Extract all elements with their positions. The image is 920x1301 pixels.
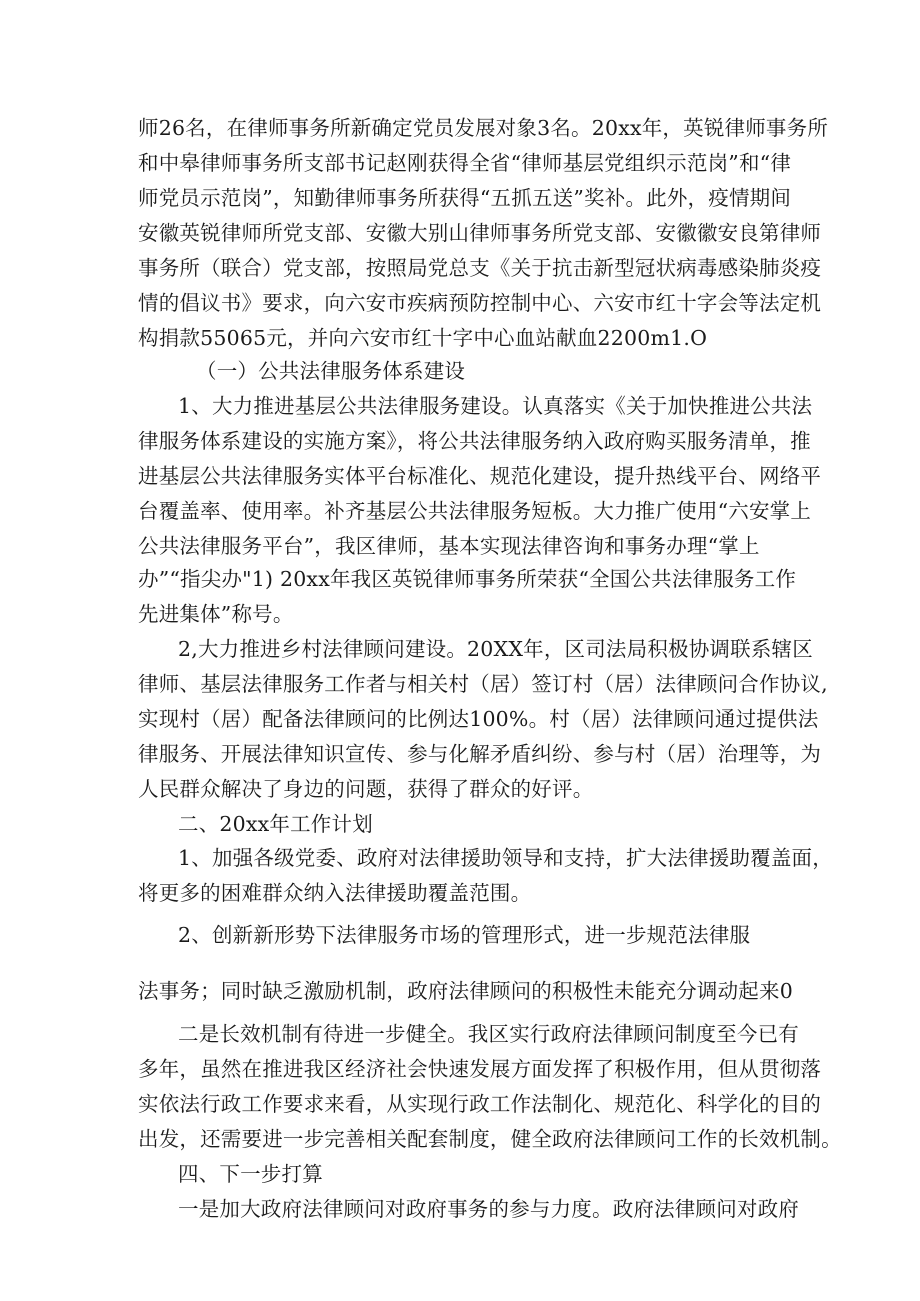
section-heading: （一）公共法律服务体系建设 bbox=[196, 359, 466, 383]
paragraph-line: 进基层公共法律服务实体平台标准化、规范化建设，提升热线平台、网络平 bbox=[138, 464, 822, 488]
paragraph-line: 公共法律服务平台”，我区律师，基本实现法律咨询和事务办理“掌上 bbox=[138, 534, 760, 558]
paragraph-line: 安徽英锐律师所党支部、安徽大别山律师事务所党支部、安徽徽安良第律师 bbox=[138, 221, 822, 245]
paragraph-line: 一是加大政府法律顾问对政府事务的参与力度。政府法律顾问对政府 bbox=[178, 1197, 799, 1221]
paragraph-line: 实现村（居）配备法律顾问的比例达100%。村（居）法律顾问通过提供法 bbox=[138, 707, 819, 731]
section-heading: 四、下一步打算 bbox=[178, 1162, 323, 1186]
paragraph-line: 情的倡议书》要求，向六安市疾病预防控制中心、六安市红十字会等法定机 bbox=[138, 291, 822, 315]
paragraph-line: 先进集体”称号。 bbox=[138, 602, 294, 626]
paragraph-line: 办”“指尖办"1) 20xx年我区英锐律师事务所荣获“全国公共法律服务工作 bbox=[138, 567, 797, 591]
paragraph-line: 律师、基层法律服务工作者与相关村（居）签订村（居）法律顾问合作协议, bbox=[138, 672, 828, 696]
paragraph-line: 实依法行政工作要求来看，从实现行政工作法制化、规范化、科学化的目的 bbox=[138, 1092, 822, 1116]
paragraph-line: 2,大力推进乡村法律顾问建设。20XX年，区司法局积极协调联系辖区 bbox=[178, 637, 813, 661]
paragraph-line: 二是长效机制有待进一步健全。我区实行政府法律顾问制度至今已有 bbox=[178, 1022, 799, 1046]
paragraph-line: 多年，虽然在推进我区经济社会快速发展方面发挥了积极作用，但从贯彻落 bbox=[138, 1057, 822, 1081]
paragraph-line: 1、大力推进基层公共法律服务建设。认真落实《关于加快推进公共法 bbox=[178, 394, 813, 418]
paragraph-line: 律服务体系建设的实施方案》，将公共法律服务纳入政府购买服务清单，推 bbox=[138, 429, 811, 453]
paragraph-line: 人民群众解决了身边的问题，获得了群众的好评。 bbox=[138, 777, 594, 801]
section-heading: 二、20xx年工作计划 bbox=[178, 812, 373, 836]
paragraph-line: 1、加强各级党委、政府对法律援助领导和支持，扩大法律援助覆盖面， bbox=[178, 846, 833, 870]
paragraph-line: 将更多的困难群众纳入法律援助覆盖范围。 bbox=[138, 881, 532, 905]
paragraph-line: 和中皋律师事务所支部书记赵刚获得全省“律师基层党组织示范岗”和“律 bbox=[138, 151, 792, 175]
paragraph-line: 出发，还需要进一步完善相关配套制度，健全政府法律顾问工作的长效机制。 bbox=[138, 1127, 842, 1151]
paragraph-line: 2、创新新形势下法律服务市场的管理形式，进一步规范法律服 bbox=[178, 923, 751, 947]
paragraph-line: 构捐款55065元，并向六安市红十字中心血站献血2200m1.O bbox=[138, 326, 708, 350]
paragraph-line: 法事务；同时缺乏激励机制，政府法律顾问的积极性未能充分调动起来0 bbox=[138, 979, 793, 1003]
paragraph-line: 事务所（联合）党支部，按照局党总支《关于抗击新型冠状病毒感染肺炎疫 bbox=[138, 256, 822, 280]
paragraph-line: 师党员示范岗”，知勤律师事务所获得“五抓五送”奖补。此外，疫情期间 bbox=[138, 186, 792, 210]
paragraph-line: 律服务、开展法律知识宣传、参与化解矛盾纠纷、参与村（居）治理等，为 bbox=[138, 742, 822, 766]
paragraph-line: 台覆盖率、使用率。补齐基层公共法律服务短板。大力推广使用“六安掌上 bbox=[138, 499, 812, 523]
paragraph-line: 师26名，在律师事务所新确定党员发展对象3名。20xx年，英锐律师事务所 bbox=[138, 116, 829, 140]
